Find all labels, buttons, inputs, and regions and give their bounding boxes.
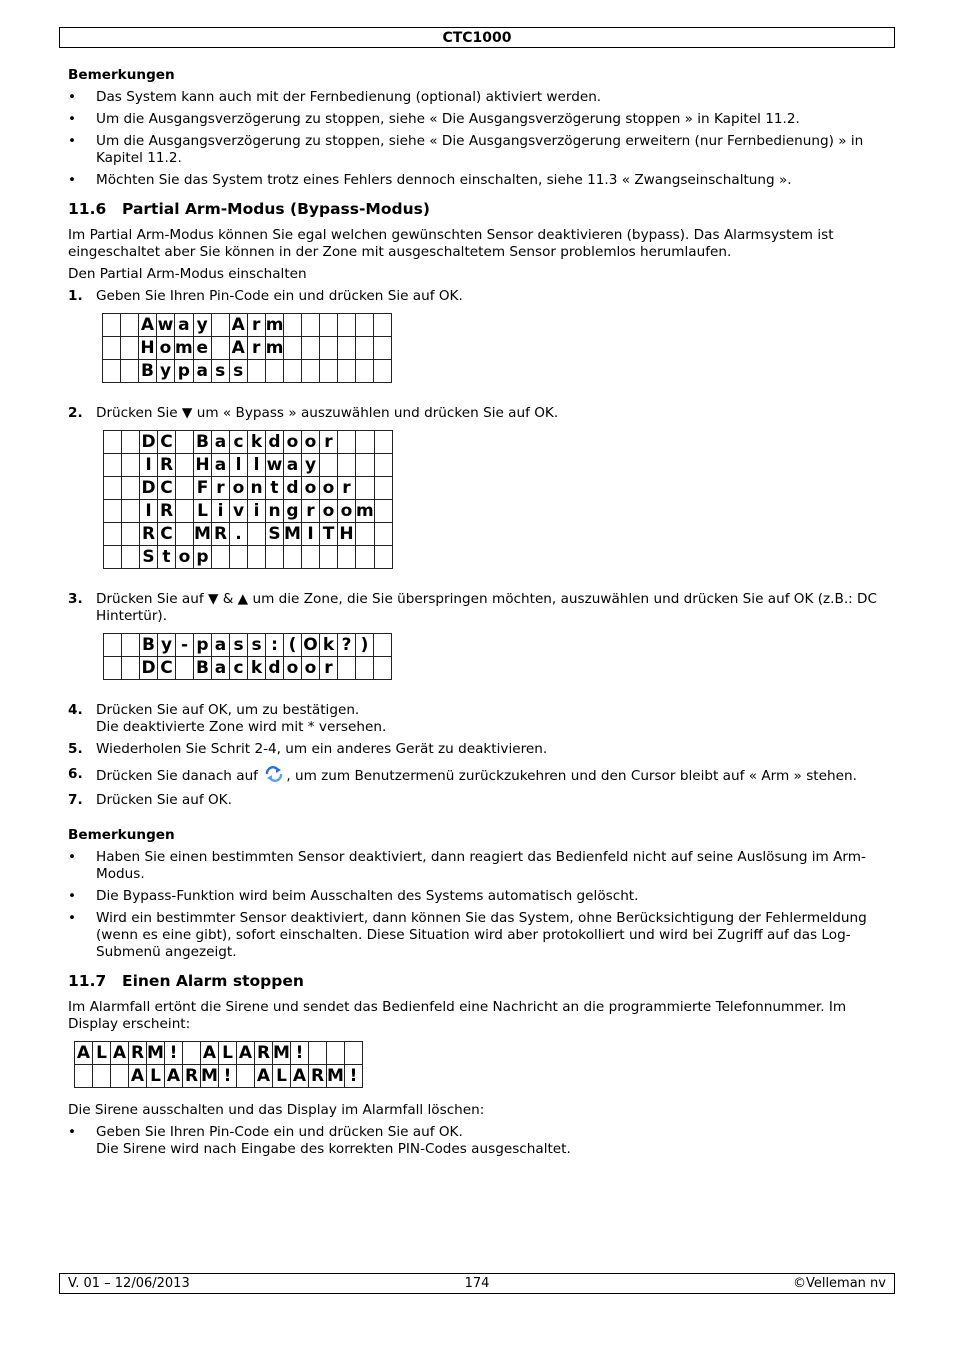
step-item: 6. Drücken Sie danach auf , um zum Benutzermenü zurückzukehren und den Cursor bleibt auf « Arm » stehen. <box>68 766 888 787</box>
lcd-cell: s <box>230 634 248 657</box>
lcd-cell: D <box>141 478 156 498</box>
notes-heading-2: Bemerkungen <box>68 827 175 843</box>
lcd-cell <box>284 546 302 569</box>
lcd-cell: S <box>266 523 284 546</box>
lcd-cell: A <box>75 1042 93 1065</box>
lcd-cell: o <box>302 477 320 500</box>
lcd-cell: B <box>194 657 212 680</box>
lcd-cell <box>183 1042 201 1065</box>
list-item: • Geben Sie Ihren Pin-Code ein und drücken Sie auf OK. Die Sirene wird nach Eingabe des korrekten PIN-Codes ausgeschaltet. <box>68 1124 571 1157</box>
lcd-cell: m <box>265 338 284 358</box>
lcd-cell: k <box>320 634 338 657</box>
lcd-cell <box>338 314 356 337</box>
lcd-cell <box>374 657 392 680</box>
lcd-cell: C <box>158 477 176 500</box>
lcd-cell <box>104 431 122 454</box>
lcd-cell: ! <box>291 1042 309 1065</box>
lcd-cell: L <box>194 500 212 523</box>
lcd-cell: i <box>248 500 266 523</box>
lcd-row <box>104 500 393 523</box>
lcd-cell <box>103 360 121 383</box>
lcd-cell <box>237 1065 255 1088</box>
step-item: 7. Drücken Sie auf OK. <box>68 792 232 808</box>
lcd-cell <box>121 360 139 383</box>
lcd-cell: A <box>229 314 247 337</box>
lcd-cell <box>93 1065 111 1088</box>
step-item: 1. Geben Sie Ihren Pin-Code ein und drücken Sie auf OK. <box>68 288 463 304</box>
lcd-cell: I <box>302 523 320 546</box>
lcd-display-menu <box>102 313 888 383</box>
lcd-cell: A <box>165 1065 183 1088</box>
lcd-cell: w <box>266 455 283 475</box>
lcd-cell: d <box>284 477 302 500</box>
lcd-cell: A <box>229 337 247 360</box>
lcd-cell: o <box>338 500 356 523</box>
lcd-cell: r <box>338 477 356 500</box>
lcd-cell: o <box>320 477 338 500</box>
lcd-cell <box>104 657 122 680</box>
lcd-cell: k <box>248 431 266 454</box>
lcd-cell: M <box>147 1043 164 1063</box>
lcd-cell: r <box>247 314 265 337</box>
lcd-cell <box>122 431 140 454</box>
lcd-cell: L <box>273 1065 291 1088</box>
lcd-cell: M <box>273 1043 290 1063</box>
lcd-display-zones <box>103 430 888 569</box>
lcd-cell: ? <box>338 634 356 657</box>
lcd-row <box>104 431 393 454</box>
step-item: 4. Drücken Sie auf OK, um zu bestätigen. Die deaktivierte Zone wird mit * versehen. <box>68 702 387 735</box>
lcd-row <box>75 1065 363 1088</box>
section-title-11-6: 11.6 Partial Arm-Modus (Bypass-Modus) <box>68 200 430 218</box>
lcd-row <box>104 454 393 477</box>
page-footer <box>59 1273 895 1294</box>
lcd-cell <box>122 657 140 680</box>
lcd-cell <box>320 337 338 360</box>
lcd-cell <box>345 1042 363 1065</box>
page-header <box>59 27 895 48</box>
lcd-cell: R <box>158 454 176 477</box>
lcd-cell: ! <box>219 1065 237 1088</box>
lcd-cell <box>374 523 392 546</box>
lcd-row <box>103 360 392 383</box>
lcd-cell: t <box>266 477 284 500</box>
list-item: • Um die Ausgangsverzögerung zu stoppen, siehe « Die Ausgangsverzögerung erweitern (nur Fernbedienung) » in Kapitel 11.2. <box>68 133 864 166</box>
lcd-cell: k <box>248 657 266 680</box>
lcd-cell <box>374 454 392 477</box>
lcd-cell <box>302 337 320 360</box>
lcd-cell <box>122 523 140 546</box>
lcd-cell: M <box>284 524 301 544</box>
lcd-cell <box>104 477 122 500</box>
lcd-cell: y <box>157 360 175 383</box>
lcd-cell <box>122 454 140 477</box>
lcd-cell: r <box>212 477 230 500</box>
lcd-cell <box>104 634 122 657</box>
lcd-cell: B <box>194 431 212 454</box>
lcd-cell: C <box>158 657 176 680</box>
lcd-row <box>104 546 393 569</box>
lcd-cell: m <box>175 338 193 358</box>
section-intro: Im Partial Arm-Modus können Sie egal welchen gewünschten Sensor deaktivieren (bypass). Das Alarmsystem ist eingeschaltet aber Sie können in der Zone mit ausgeschaltetem Sensor problemlos herumlaufen. <box>68 227 834 260</box>
lcd-cell <box>374 314 392 337</box>
lcd-cell: s <box>211 360 229 383</box>
notes-heading: Bemerkungen <box>68 67 175 83</box>
notes-list-2 <box>68 849 888 961</box>
lcd-cell: p <box>194 546 212 569</box>
lcd-cell: C <box>158 431 176 454</box>
lcd-cell <box>374 337 392 360</box>
lcd-cell: ! <box>345 1065 363 1088</box>
lcd-cell <box>338 337 356 360</box>
lcd-cell <box>338 431 356 454</box>
lcd-cell <box>122 546 140 569</box>
lcd-cell: a <box>284 454 302 477</box>
lcd-cell: r <box>320 431 338 454</box>
section-title-11-7: 11.7 Einen Alarm stoppen <box>68 972 304 990</box>
lcd-cell <box>356 477 375 500</box>
notes-list <box>68 89 888 189</box>
list-item: • Das System kann auch mit der Fernbedienung (optional) aktiviert werden. <box>68 89 602 105</box>
alarm-clear-text: Die Sirene ausschalten und das Display im Alarmfall löschen: <box>68 1102 485 1118</box>
lcd-cell <box>356 337 374 360</box>
lcd-cell: g <box>284 500 302 523</box>
lcd-cell <box>374 546 392 569</box>
lcd-cell: a <box>212 634 230 657</box>
lcd-cell: - <box>176 634 194 657</box>
lcd-cell <box>338 657 356 680</box>
lcd-cell: A <box>111 1042 129 1065</box>
lcd-row <box>104 477 393 500</box>
lcd-cell: R <box>309 1065 327 1088</box>
lcd-cell <box>309 1042 327 1065</box>
lcd-cell: L <box>219 1042 237 1065</box>
lcd-cell: R <box>183 1065 201 1088</box>
lcd-cell: m <box>356 501 374 521</box>
lcd-cell: O <box>303 635 318 655</box>
lcd-cell: A <box>201 1042 219 1065</box>
lcd-cell <box>176 523 194 546</box>
list-item: • Die Bypass-Funktion wird beim Ausschalten des Systems automatisch gelöscht. <box>68 888 639 904</box>
lcd-cell <box>104 546 122 569</box>
lcd-cell <box>374 500 392 523</box>
list-item: • Haben Sie einen bestimmten Sensor deaktiviert, dann reagiert das Bedienfeld nicht auf seine Auslösung im Arm-Modus. <box>68 849 866 882</box>
lcd-cell <box>338 454 356 477</box>
lcd-cell: r <box>247 337 265 360</box>
lcd-cell <box>284 337 302 360</box>
lcd-cell: p <box>194 634 212 657</box>
lcd-cell: L <box>147 1065 165 1088</box>
lcd-cell <box>320 360 338 383</box>
lcd-cell <box>103 337 121 360</box>
lcd-cell: o <box>320 500 338 523</box>
lcd-cell: A <box>291 1065 309 1088</box>
refresh-icon <box>264 766 284 787</box>
lcd-cell: a <box>193 360 211 383</box>
lcd-cell: H <box>339 524 354 544</box>
lcd-cell: M <box>194 524 211 544</box>
lcd-cell <box>104 523 122 546</box>
lcd-cell: n <box>266 500 284 523</box>
step-item: 3. Drücken Sie auf ▼ & ▲ um die Zone, die Sie überspringen möchten, auszuwählen und drücken Sie auf OK (z.B.: DC Hintertür). <box>68 591 878 624</box>
lcd-cell: a <box>212 657 230 680</box>
lcd-cell: M <box>327 1066 344 1086</box>
lcd-cell: A <box>139 314 157 337</box>
lcd-cell: H <box>195 455 210 475</box>
lcd-cell: R <box>255 1042 273 1065</box>
lcd-cell <box>211 314 229 337</box>
lcd-cell: ( <box>284 634 302 657</box>
lcd-cell: D <box>141 658 156 678</box>
lcd-cell: i <box>212 500 230 523</box>
alarm-list <box>68 1124 888 1158</box>
lcd-cell: s <box>248 634 266 657</box>
lcd-row <box>104 523 393 546</box>
lcd-cell: A <box>129 1065 147 1088</box>
lcd-cell <box>212 546 230 569</box>
lcd-cell <box>266 546 284 569</box>
lcd-cell: a <box>212 431 230 454</box>
lcd-cell: R <box>212 523 230 546</box>
lcd-cell: C <box>158 523 176 546</box>
step-item: 5. Wiederholen Sie Schrit 2-4, um ein anderes Gerät zu deaktivieren. <box>68 741 548 757</box>
lcd-cell: l <box>248 454 266 477</box>
steps-list <box>68 591 888 625</box>
lcd-cell <box>374 634 392 657</box>
lcd-cell: B <box>140 634 158 657</box>
lcd-cell <box>302 546 320 569</box>
lcd-cell: : <box>266 634 284 657</box>
lcd-cell: H <box>140 338 155 358</box>
lcd-cell: o <box>230 477 248 500</box>
lcd-cell <box>176 431 194 454</box>
section-intro-2: Im Alarmfall ertönt die Sirene und sendet das Bedienfeld eine Nachricht an die programmierte Telefonnummer. Im Display erscheint: <box>68 999 847 1032</box>
page-content <box>68 67 888 1163</box>
lcd-cell <box>356 657 374 680</box>
lcd-display-alarm <box>74 1041 888 1088</box>
lcd-cell: r <box>302 500 320 523</box>
footer-version: V. 01 – 12/06/2013 <box>68 1276 190 1291</box>
lcd-display-bypass <box>103 633 888 680</box>
lcd-cell: o <box>157 337 175 360</box>
step-item: 2. Drücken Sie ▼ um « Bypass » auszuwählen und drücken Sie auf OK. <box>68 405 559 421</box>
lcd-cell: y <box>158 634 176 657</box>
lcd-cell <box>122 500 140 523</box>
lcd-cell: B <box>139 360 157 383</box>
list-item: • Wird ein bestimmter Sensor deaktiviert, dann können Sie das System, ohne Berücksichtigung der Fehlermeldung (wenn es eine gibt), sofort einschalten. Diese Situation wird aber protokolliert und wird bei Zugriff auf das Log-Submenü angezeigt. <box>68 910 867 960</box>
footer-page-number: 174 <box>464 1276 490 1291</box>
lcd-cell: d <box>266 657 284 680</box>
lcd-cell <box>111 1065 129 1088</box>
list-item: • Möchten Sie das System trotz eines Fehlers dennoch einschalten, siehe 11.3 « Zwangseinschaltung ». <box>68 172 792 188</box>
lcd-cell: m <box>265 315 284 335</box>
lcd-cell <box>302 360 320 383</box>
lcd-cell <box>104 454 122 477</box>
lcd-cell: o <box>302 657 320 680</box>
lcd-cell <box>176 500 194 523</box>
lcd-cell <box>265 360 284 383</box>
lcd-cell: T <box>320 523 338 546</box>
lcd-cell: d <box>266 431 284 454</box>
lcd-cell: e <box>193 337 211 360</box>
lcd-cell <box>176 657 194 680</box>
lcd-cell: a <box>212 454 230 477</box>
lcd-cell: I <box>140 454 158 477</box>
lcd-cell: D <box>141 432 156 452</box>
lcd-cell: ! <box>165 1042 183 1065</box>
lcd-cell: a <box>175 314 194 337</box>
lcd-cell: t <box>158 546 176 569</box>
lcd-cell: l <box>230 454 248 477</box>
lcd-cell: n <box>248 477 266 500</box>
lcd-cell <box>356 431 375 454</box>
lcd-cell: F <box>194 477 212 500</box>
section-subheading: Den Partial Arm-Modus einschalten <box>68 266 307 282</box>
lcd-cell: L <box>93 1042 111 1065</box>
lcd-cell <box>103 314 121 337</box>
lcd-cell: o <box>302 431 320 454</box>
lcd-cell <box>284 360 302 383</box>
lcd-cell: r <box>320 657 338 680</box>
lcd-cell <box>356 360 374 383</box>
header-title: CTC1000 <box>442 30 512 46</box>
lcd-cell <box>374 360 392 383</box>
lcd-cell: S <box>140 546 158 569</box>
lcd-cell <box>302 314 320 337</box>
steps-list <box>68 405 888 422</box>
lcd-cell <box>338 546 356 569</box>
lcd-cell: v <box>230 500 248 523</box>
lcd-cell <box>230 546 248 569</box>
lcd-cell <box>356 454 375 477</box>
lcd-row <box>104 634 392 657</box>
lcd-cell: A <box>237 1042 255 1065</box>
lcd-cell <box>121 314 139 337</box>
lcd-cell <box>338 360 356 383</box>
lcd-cell: w <box>157 315 174 335</box>
lcd-cell: R <box>129 1042 147 1065</box>
lcd-cell <box>121 337 139 360</box>
lcd-cell: o <box>284 657 302 680</box>
lcd-cell <box>327 1042 345 1065</box>
lcd-cell: c <box>230 657 248 680</box>
lcd-cell <box>75 1065 93 1088</box>
lcd-cell <box>320 454 338 477</box>
lcd-cell: s <box>229 360 247 383</box>
lcd-cell: . <box>230 523 248 546</box>
lcd-cell <box>122 477 140 500</box>
lcd-cell <box>176 477 194 500</box>
lcd-cell <box>374 477 392 500</box>
lcd-cell: o <box>284 431 302 454</box>
lcd-cell <box>356 523 375 546</box>
lcd-cell: p <box>175 360 194 383</box>
footer-copyright: ©Velleman nv <box>792 1276 886 1291</box>
lcd-row <box>75 1042 363 1065</box>
lcd-row <box>103 314 392 337</box>
lcd-cell <box>211 337 229 360</box>
lcd-cell: R <box>140 523 158 546</box>
steps-list <box>68 288 888 305</box>
lcd-cell <box>247 360 265 383</box>
lcd-cell <box>374 431 392 454</box>
lcd-cell <box>248 546 266 569</box>
lcd-cell <box>320 546 338 569</box>
lcd-row <box>103 337 392 360</box>
lcd-cell <box>284 314 302 337</box>
lcd-cell: y <box>302 454 320 477</box>
lcd-cell <box>320 314 338 337</box>
steps-list <box>68 702 888 809</box>
lcd-cell <box>122 634 140 657</box>
lcd-cell: R <box>158 500 176 523</box>
lcd-cell: ) <box>356 634 374 657</box>
list-item: • Um die Ausgangsverzögerung zu stoppen, siehe « Die Ausgangsverzögerung stoppen » in Kapitel 11.2. <box>68 111 800 127</box>
lcd-cell: A <box>255 1065 273 1088</box>
lcd-cell <box>356 314 374 337</box>
lcd-cell <box>104 500 122 523</box>
lcd-cell: M <box>201 1066 218 1086</box>
lcd-row <box>104 657 392 680</box>
lcd-cell: y <box>193 314 211 337</box>
lcd-cell: c <box>230 431 248 454</box>
lcd-cell: o <box>176 546 194 569</box>
lcd-cell: I <box>140 500 158 523</box>
lcd-cell <box>356 546 375 569</box>
lcd-cell <box>248 523 266 546</box>
lcd-cell <box>176 454 194 477</box>
